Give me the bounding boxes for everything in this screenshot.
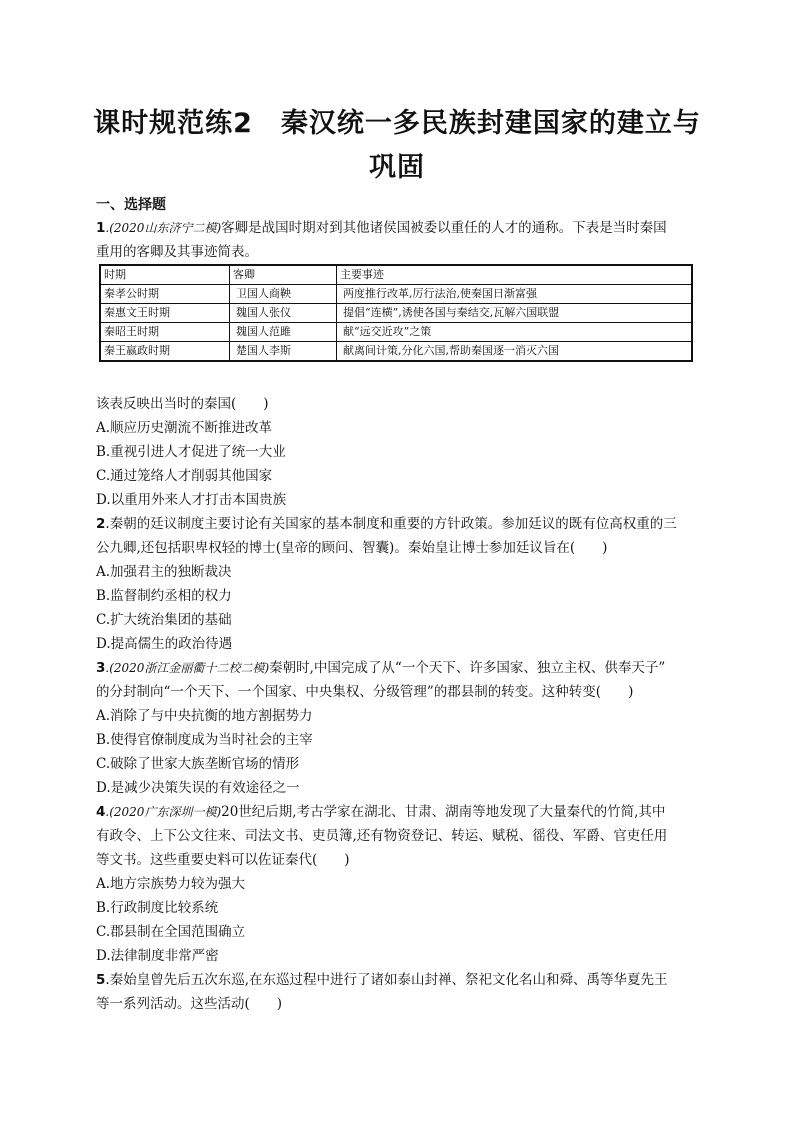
table-cell: 两度推行改革,厉行法治,使秦国日渐富强: [337, 285, 693, 304]
table-row: [100, 323, 692, 342]
question-number: 2: [96, 516, 106, 532]
question-source: .(2020山东济宁二模): [105, 221, 222, 235]
question-4-option-a: A.地方宗族势力较为强大: [96, 876, 246, 892]
table-row: [100, 342, 692, 362]
table-row: [100, 304, 692, 323]
question-2-stem: [96, 512, 701, 536]
question-2-stem-cont: 公九卿,还包括职卑权轻的博士(皇帝的顾问、智囊)。秦始皇让博士参加廷议旨在( ): [96, 540, 608, 556]
question-2-option-a: A.加强君主的独断裁决: [96, 564, 232, 580]
table-header-cell: 时期: [100, 265, 230, 285]
table-cell: 魏国人张仪: [230, 304, 337, 323]
question-4-option-c: C.郡县制在全国范围确立: [96, 924, 246, 940]
question-5-stem: [96, 968, 701, 992]
guest-minister-table: [99, 264, 693, 362]
table-cell: 献“远交近攻”之策: [337, 323, 693, 342]
question-4-stem: [96, 800, 701, 824]
question-1-option-c: C.通过笼络人才削弱其他国家: [96, 468, 273, 484]
question-3-stem-cont: 的分封制向“一个天下、一个国家、中央集权、分级管理”的郡县制的转变。这种转变( ): [96, 684, 634, 700]
table-row: [100, 285, 692, 304]
section-heading: 一、选择题: [96, 197, 166, 213]
question-1-stem-cont: 重用的客卿及其事迹简表。: [96, 244, 258, 260]
question-1-option-a: A.顺应历史潮流不断推进改革: [96, 420, 273, 436]
question-2-option-c: C.扩大统治集团的基础: [96, 612, 232, 628]
question-4-option-b: B.行政制度比较系统: [96, 900, 219, 916]
question-5-stem-cont: 等一系列活动。这些活动( ): [96, 996, 283, 1012]
question-4-option-d: D.法律制度非常严密: [96, 948, 219, 964]
table-cell: 献离间计策,分化六国,帮助秦国逐一消灭六国: [337, 342, 693, 362]
table-cell: 秦王嬴政时期: [100, 342, 230, 362]
question-2-option-d: D.提高儒生的政治待遇: [96, 636, 233, 652]
question-source: .(2020广东深圳一模): [105, 805, 222, 819]
question-text: 客卿是战国时期对到其他诸侯国被委以重任的人才的通称。下表是当时秦国: [221, 220, 667, 236]
question-4-stem-cont: 等文书。这些重要史料可以佐证秦代( ): [96, 852, 350, 868]
question-text: .秦朝的廷议制度主要讨论有关国家的基本制度和重要的方针政策。参加廷议的既有位高权重的三: [105, 516, 677, 532]
question-3-option-b: B.使得官僚制度成为当时社会的主宰: [96, 732, 313, 748]
table-header-cell: 客卿: [230, 265, 337, 285]
question-text: .秦始皇曾先后五次东巡,在东巡过程中进行了诸如泰山封禅、祭祀文化名山和舜、禹等华夏先王: [105, 972, 668, 988]
question-text: 秦朝时,中国完成了从“一个天下、许多国家、独立主权、供奉天子”: [269, 660, 666, 676]
table-cell: 提倡“连横”,诱使各国与秦结交,瓦解六国联盟: [337, 304, 693, 323]
question-3-option-c: C.破除了世家大族垄断官场的情形: [96, 756, 300, 772]
table-cell: 魏国人范雎: [230, 323, 337, 342]
table-cell: 楚国人李斯: [230, 342, 337, 362]
question-text: 20世纪后期,考古学家在湖北、甘肃、湖南等地发现了大量秦代的竹简,其中: [221, 804, 666, 820]
question-1-option-d: D.以重用外来人才打击本国贵族: [96, 492, 287, 508]
question-1-stem: [96, 216, 701, 240]
question-source: .(2020浙江金丽衢十二校二模): [105, 661, 270, 675]
table-header-cell: 主要事迹: [337, 265, 693, 285]
table-cell: 秦惠文王时期: [100, 304, 230, 323]
table-cell: 秦孝公时期: [100, 285, 230, 304]
question-2-option-b: B.监督制约丞相的权力: [96, 588, 232, 604]
question-number: 4: [96, 804, 106, 820]
question-3-option-a: A.消除了与中央抗衡的地方割据势力: [96, 708, 313, 724]
question-1-option-b: B.重视引进人才促进了统一大业: [96, 444, 286, 460]
table-header-row: [100, 265, 692, 285]
page-title-line-2: 巩固: [369, 152, 425, 183]
page-title-line-1: 课时规范练2 秦汉统一多民族封建国家的建立与: [93, 108, 701, 139]
table-cell: 卫国人商鞅: [230, 285, 337, 304]
question-1-prompt: 该表反映出当时的秦国( ): [96, 396, 269, 412]
question-3-option-d: D.是减少决策失误的有效途径之一: [96, 780, 300, 796]
question-number: 1: [96, 220, 106, 236]
question-number: 3: [96, 660, 106, 676]
question-3-stem: [96, 656, 701, 680]
question-4-stem-cont: 有政令、上下公文往来、司法文书、吏员簿,还有物资登记、转运、赋税、徭役、军爵、官吏任用: [96, 828, 668, 844]
table-cell: 秦昭王时期: [100, 323, 230, 342]
question-number: 5: [96, 972, 106, 988]
